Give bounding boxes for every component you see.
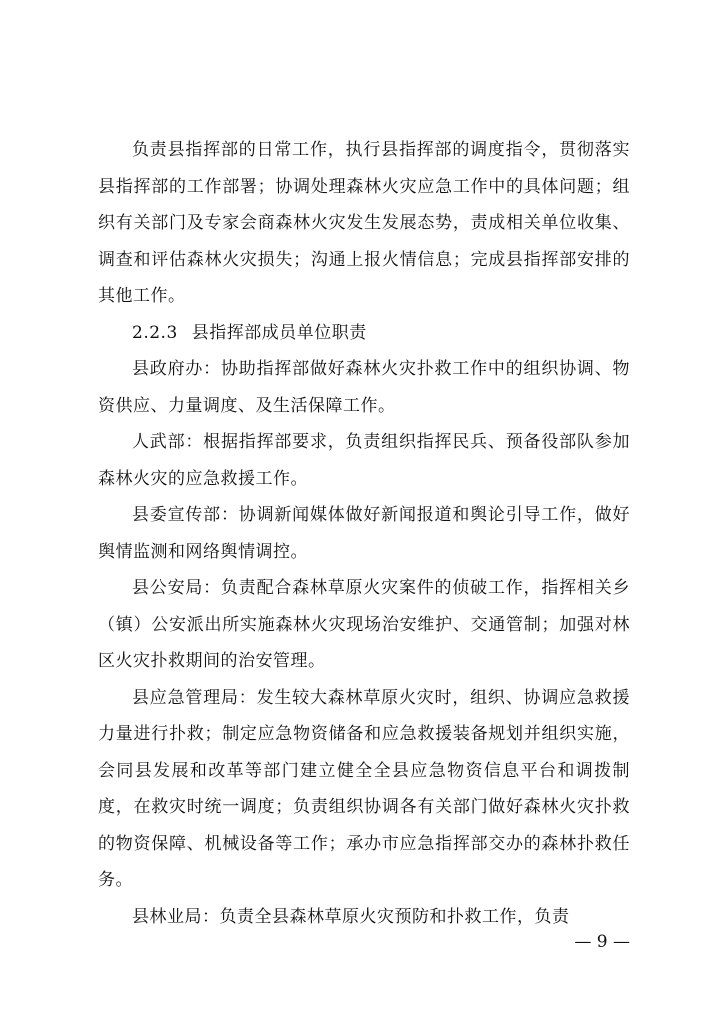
section-number: 2.2.3 — [132, 322, 178, 343]
section-heading — [98, 315, 630, 352]
section-title: 县指挥部成员单位职责 — [191, 322, 367, 343]
document-body — [98, 132, 630, 935]
page-number: — 9 — — [574, 932, 630, 952]
paragraph-propaganda-department: 县委宣传部：协调新闻媒体做好新闻报道和舆论引导工作，做好舆情监测和网络舆情调控。 — [98, 505, 630, 562]
paragraph-county-government-office: 县政府办：协助指挥部做好森林火灾扑救工作中的组织协调、物资供应、力量调度、及生活保障工作。 — [98, 359, 630, 416]
paragraph-public-security-bureau: 县公安局：负责配合森林草原火灾案件的侦破工作，指挥相关乡（镇）公安派出所实施森林火灾现场治安维护、交通管制；加强对林区火灾扑救期间的治安管理。 — [98, 578, 630, 671]
paragraph-command-office-duties: 负责县指挥部的日常工作，执行县指挥部的调度指令，贯彻落实县指挥部的工作部署；协调处理森林火灾应急工作中的具体问题；组织有关部门及专家会商森林火灾发生发展态势，责成相关单位收集、调查和评估森林火灾损失；沟通上报火情信息；完成县指挥部安排的其他工作。 — [98, 140, 630, 306]
paragraph-forestry-bureau: 县林业局：负责全县森林草原火灾预防和扑救工作，负责 — [132, 906, 570, 927]
paragraph-armed-forces-department: 人武部：根据指挥部要求，负责组织指挥民兵、预备役部队参加森林火灾的应急救援工作。 — [98, 432, 630, 489]
paragraph-emergency-management-bureau: 县应急管理局：发生较大森林草原火灾时，组织、协调应急救援力量进行扑救；制定应急物资储备和应急救援装备规划并组织实施，会同县发展和改革等部门建立健全全县应急物资信息平台和调拨制度，在救灾时统一调度；负责组织协调各有关部门做好森林火灾扑救的物资保障、机械设备等工作；承办市应急指挥部交办的森林扑救任务。 — [98, 687, 630, 890]
